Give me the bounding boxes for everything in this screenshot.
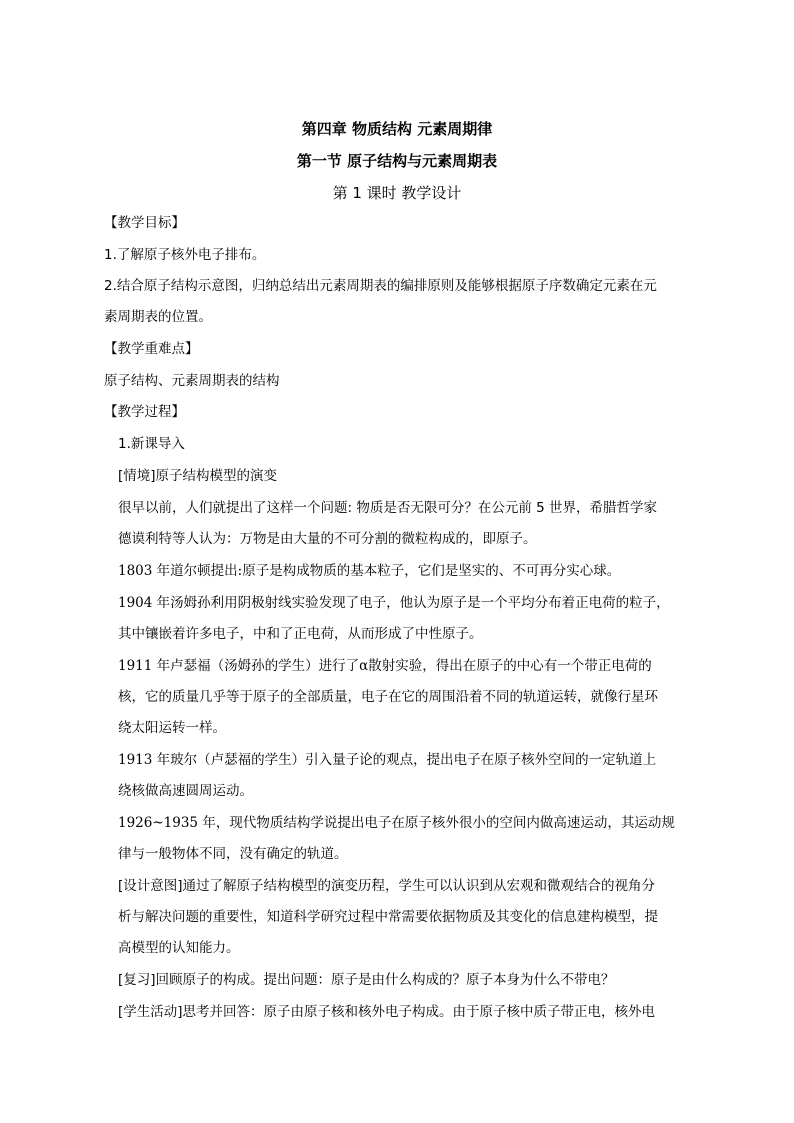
design-intent-line-2: 析与解决问题的重要性，知道科学研究过程中常需要依据物质及其变化的信息建构模型，提 — [118, 909, 658, 925]
goal-item-2-line-2: 素周期表的位置。 — [104, 309, 212, 325]
student-activity-text: [学生活动]思考并回答：原子由原子核和核外电子构成。由于原子核中质子带正电，核外电 — [118, 1004, 656, 1020]
history-1911-line-1: 1911 年卢瑟福（汤姆孙的学生）进行了α散射实验，得出在原子的中心有一个带正电荷的 — [118, 658, 652, 674]
goals-heading: 【教学目标】 — [104, 215, 185, 231]
situation-label: [情境]原子结构模型的演变 — [118, 468, 278, 484]
step-1-label: 1.新课导入 — [118, 436, 185, 452]
review-text: [复习]回顾原子的构成。提出问题：原子是由什么构成的？原子本身为什么不带电？ — [118, 972, 615, 988]
lesson-title: 第 1 课时 教学设计 — [332, 184, 462, 202]
history-1913-line-2: 绕核做高速圆周运动。 — [118, 783, 253, 799]
goal-item-2-line-1: 2.结合原子结构示意图，归纳总结出元素周期表的编排原则及能够根据原子序数确定元素在元 — [104, 278, 657, 294]
history-1913-line-1: 1913 年玻尔（卢瑟福的学生）引入量子论的观点，提出电子在原子核外空间的一定轨道上 — [118, 752, 657, 768]
design-intent-line-1: [设计意图]通过了解原子结构模型的演变历程，学生可以认识到从宏观和微观结合的视角分 — [118, 878, 656, 894]
history-1926-line-2: 律与一般物体不同，没有确定的轨道。 — [118, 846, 348, 862]
chapter-title: 第四章 物质结构 元素周期律 — [301, 120, 493, 138]
history-1911-line-2: 核，它的质量几乎等于原子的全部质量，电子在它的周围沿着不同的轨道运转，就像行星环 — [118, 689, 658, 705]
intro-line-1: 很早以前，人们就提出了这样一个问题: 物质是否无限可分？在公元前 5 世界，希腊哲学家 — [118, 500, 658, 516]
history-1904-line-1: 1904 年汤姆孙利用阴极射线实验发现了电子，他认为原子是一个平均分布着正电荷的粒子， — [118, 595, 670, 611]
key-points-heading: 【教学重难点】 — [104, 341, 199, 357]
history-1904-line-2: 其中镶嵌着许多电子，中和了正电荷，从而形成了中性原子。 — [118, 626, 483, 642]
key-points-text: 原子结构、元素周期表的结构 — [104, 373, 280, 389]
intro-line-2: 德谟利特等人认为：万物是由大量的不可分割的微粒构成的，即原子。 — [118, 531, 537, 547]
design-intent-line-3: 高模型的认知能力。 — [118, 940, 240, 956]
history-1926-line-1: 1926~1935 年，现代物质结构学说提出电子在原子核外很小的空间内做高速运动，其运动规 — [118, 815, 675, 831]
section-title: 第一节 原子结构与元素周期表 — [296, 152, 498, 170]
history-1803: 1803 年道尔顿提出:原子是构成物质的基本粒子，它们是坚实的、不可再分实心球。 — [118, 563, 621, 579]
goal-item-1: 1.了解原子核外电子排布。 — [104, 247, 266, 263]
process-heading: 【教学过程】 — [104, 404, 185, 420]
history-1911-line-3: 绕太阳运转一样。 — [118, 720, 226, 736]
